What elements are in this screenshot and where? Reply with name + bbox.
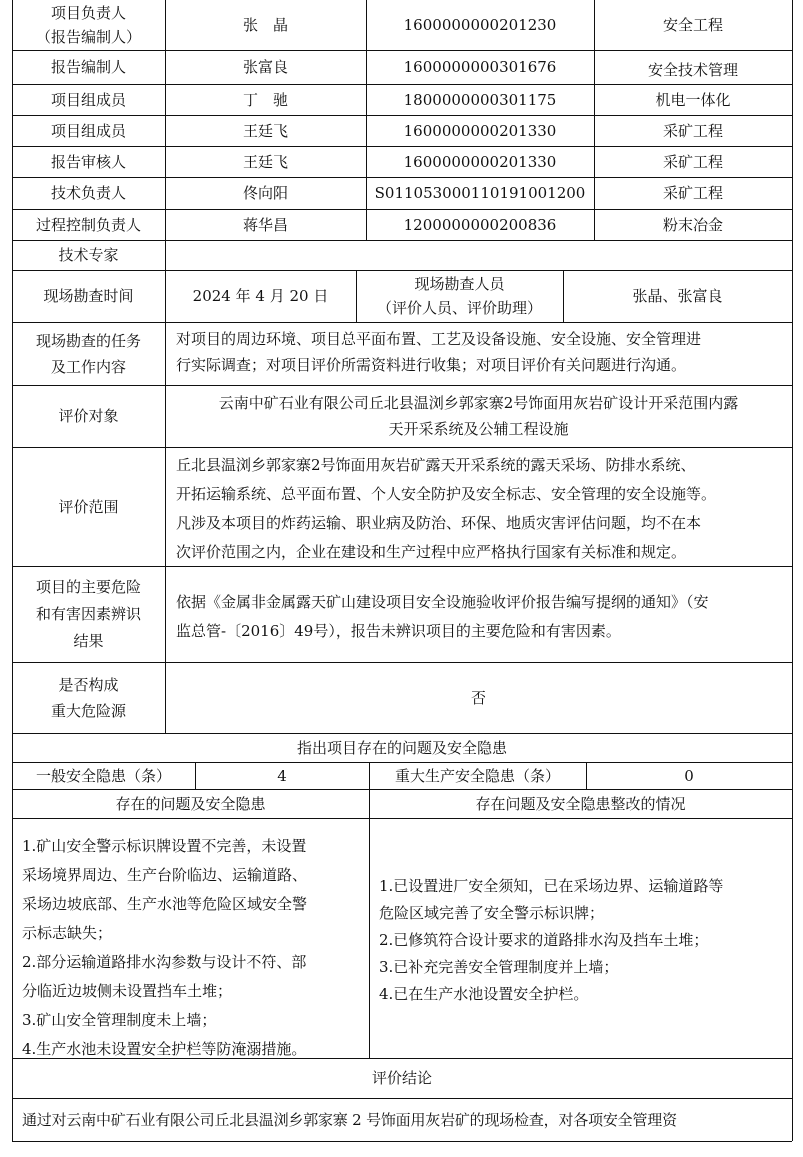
role-label: 项目组成员 xyxy=(50,90,126,109)
hazard-label-line: 项目的主要危险 xyxy=(35,577,141,596)
object-text xyxy=(165,385,792,447)
major-hazard-count-value: 0 xyxy=(684,766,694,785)
list-item: 4.生产水池未设置安全护栏等防淹溺措施。 xyxy=(22,1040,307,1058)
role-label: 项目组成员 xyxy=(50,121,126,140)
role-label xyxy=(12,0,165,50)
survey-time-value: 2024 年 4 月 20 日 xyxy=(192,287,329,305)
list-item: 危险区域完善了安全警示标识牌； xyxy=(379,904,605,922)
task-label-line1: 现场勘查的任务 xyxy=(35,331,141,350)
scope-text xyxy=(176,451,788,567)
hazard-text-line: 监总管-〔2016〕49号），报告未辨识项目的主要危险和有害因素。 xyxy=(176,622,621,640)
task-text-line: 对项目的周边环境、项目总平面布置、工艺及设备设施、安全设施、安全管理进 xyxy=(176,330,702,348)
hazard-text xyxy=(176,588,788,646)
role-label: 技术负责人 xyxy=(50,184,126,202)
survey-staff-label xyxy=(356,270,563,322)
scope-text-line: 次评价范围之内，企业在建设和生产过程中应严格执行国家有关标准和规定。 xyxy=(176,543,687,561)
scope-text-line: 凡涉及本项目的炸药运输、职业病及防治、环保、地质灾害评估问题，均不在本 xyxy=(176,514,702,532)
certificate-number: 1800000000301175 xyxy=(403,90,557,109)
hazard-label-line: 结果 xyxy=(73,631,104,650)
issues-list xyxy=(22,832,367,1064)
list-item: 采场境界周边、生产台阶临边、运输道路、 xyxy=(22,866,308,884)
certificate-number: 1600000000201330 xyxy=(403,121,557,140)
rule xyxy=(12,818,792,819)
rule xyxy=(792,0,793,1141)
list-item: 4.已在生产水池设置安全护栏。 xyxy=(379,985,589,1003)
certificate-number: S011053000110191001200 xyxy=(374,184,586,202)
hazard-label xyxy=(12,566,165,662)
survey-time-label: 现场勘查时间 xyxy=(43,287,134,305)
list-item: 分临近边坡侧未设置挡车土堆； xyxy=(22,982,233,1000)
general-hazard-count-value: 4 xyxy=(277,766,287,785)
rule xyxy=(12,1098,792,1099)
major: 采矿工程 xyxy=(662,184,723,202)
issues-column-header: 存在的问题及安全隐患 xyxy=(115,794,266,813)
person-name: 张 晶 xyxy=(242,16,288,34)
task-text-line: 行实际调查；对项目评价所需资料进行收集；对项目评价有关问题进行沟通。 xyxy=(176,356,687,374)
hazard-label-line: 和有害因素辨识 xyxy=(35,604,141,623)
major: 安全技术管理 xyxy=(647,61,738,79)
role-label: 报告编制人 xyxy=(50,58,126,76)
survey-staff-label-line1: 现场勘查人员 xyxy=(414,275,505,293)
person-name: 王廷飞 xyxy=(242,152,288,171)
major: 采矿工程 xyxy=(662,152,723,171)
person-name: 王廷飞 xyxy=(242,121,288,140)
conclusion-text: 通过对云南中矿石业有限公司丘北县温浏乡郭家寨 2 号饰面用灰岩矿的现场检查，对各项安全管理资 xyxy=(22,1111,677,1129)
person-name: 丁 驰 xyxy=(242,90,288,109)
major: 安全工程 xyxy=(662,16,723,34)
list-item: 采场边坡底部、生产水池等危险区域安全警 xyxy=(22,895,308,913)
rectification-column-header: 存在问题及安全隐患整改的情况 xyxy=(475,794,686,813)
certificate-number: 1600000000201230 xyxy=(403,16,557,34)
rule xyxy=(369,789,370,1058)
conclusion-header: 评价结论 xyxy=(371,1069,432,1087)
survey-staff-value: 张晶、张富良 xyxy=(632,287,723,305)
major-hazard-label-line2: 重大危险源 xyxy=(50,701,126,720)
task-label xyxy=(12,322,165,385)
general-hazard-count-label: 一般安全隐患（条） xyxy=(35,766,171,785)
person-name: 佟向阳 xyxy=(242,184,288,202)
object-text-line: 天开采系统及公辅工程设施 xyxy=(388,420,569,438)
list-item: 3.已补充完善安全管理制度并上墙； xyxy=(379,958,619,976)
major-hazard-label xyxy=(12,662,165,733)
certificate-number: 1200000000200836 xyxy=(403,215,557,234)
task-label-line2: 及工作内容 xyxy=(50,357,126,376)
rule xyxy=(12,1141,792,1142)
list-item: 2.部分运输道路排水沟参数与设计不符、部 xyxy=(22,953,307,971)
major-hazard-count-label: 重大生产安全隐患（条） xyxy=(394,766,560,785)
scope-label: 评价范围 xyxy=(58,497,119,516)
survey-staff-label-line2: （评价人员、评价助理） xyxy=(376,299,542,317)
person-name: 蒋华昌 xyxy=(242,215,288,234)
list-item: 3.矿山安全管理制度未上墙； xyxy=(22,1011,217,1029)
major-hazard-value: 否 xyxy=(470,688,486,707)
list-item: 示标志缺失； xyxy=(22,924,113,942)
issues-section-header: 指出项目存在的问题及安全隐患 xyxy=(296,738,507,757)
list-item: 1.矿山安全警示标识牌设置不完善，未设置 xyxy=(22,837,307,855)
scope-text-line: 丘北县温浏乡郭家寨2号饰面用灰岩矿露天开采系统的露天采场、防排水系统、 xyxy=(176,456,696,474)
major: 粉末冶金 xyxy=(662,215,723,234)
role-label-line2: （报告编制人） xyxy=(35,28,141,46)
task-text xyxy=(176,326,788,378)
list-item: 2.已修筑符合设计要求的道路排水沟及挡车土堆； xyxy=(379,931,709,949)
scope-text-line: 开拓运输系统、总平面布置、个人安全防护及安全标志、安全管理的安全设施等。 xyxy=(176,485,717,503)
certificate-number: 1600000000301676 xyxy=(403,58,557,76)
hazard-text-line: 依据《金属非金属露天矿山建设项目安全设施验收评价报告编写提纲的通知》（安 xyxy=(176,593,709,611)
rectification-list xyxy=(379,873,789,1008)
major-hazard-label-line1: 是否构成 xyxy=(58,675,119,694)
object-label: 评价对象 xyxy=(58,407,119,425)
role-label-line1: 项目负责人 xyxy=(50,4,126,22)
tech-expert-label: 技术专家 xyxy=(58,246,119,264)
person-name: 张富良 xyxy=(242,58,288,76)
role-label: 报告审核人 xyxy=(50,152,126,171)
role-label: 过程控制负责人 xyxy=(35,215,141,234)
object-text-line: 云南中矿石业有限公司丘北县温浏乡郭家寨2号饰面用灰岩矿设计开采范围内露 xyxy=(218,394,739,412)
certificate-number: 1600000000201330 xyxy=(403,152,557,171)
list-item: 1.已设置进厂安全须知，已在采场边界、运输道路等 xyxy=(379,877,724,895)
major: 采矿工程 xyxy=(662,121,723,140)
rule xyxy=(165,240,166,270)
major: 机电一体化 xyxy=(655,90,731,109)
